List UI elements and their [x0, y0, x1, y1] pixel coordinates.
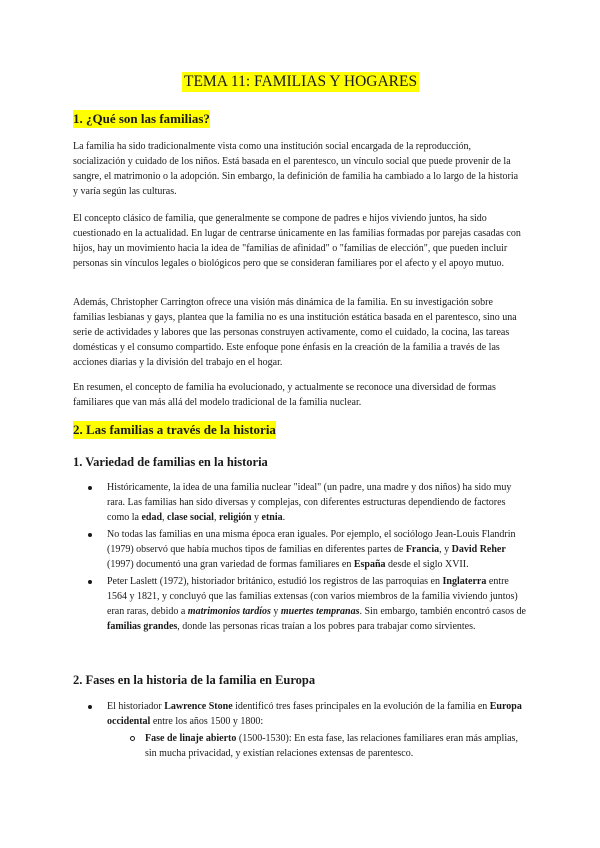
paragraph-1: La familia ha sido tradicionalmente vista como una institución social encargada de la reproducción, socialización y cuidado de los niños. Está basada en el parentesco, un vínculo social que puede provenir de la sangre, el matrimonio o la adopción. Sin embargo, la definición de familia ha cambiado a lo largo de la historia y varía según las culturas.	[73, 141, 519, 197]
subsection-heading-2: 2. Fases en la historia de la familia en Europa	[73, 673, 316, 687]
circle-bullet-icon	[130, 736, 135, 741]
europe-phases-list	[73, 699, 528, 761]
paragraph-2: El concepto clásico de familia, que generalmente se compone de padres e hijos viviendo juntos, ha sido cuestionado en la actualidad. En lugar de centrarse únicamente en las familias formadas por parejas casadas con hijos, hay un movimiento hacia la idea de "familias de afinidad" o "familias de elección", que pueden incluir personas sin vínculos legales o biológicos pero que se consideran familiares por el afecto y el apoyo mutuo.	[73, 213, 521, 269]
bullet-icon	[88, 533, 92, 537]
list-item: No todas las familias en una misma época eran iguales. Por ejemplo, el sociólogo Jean-Louis Flandrin (1979) observó que había muchos tipos de familias en diferentes partes de Francia, y David Reher (1997) documentó una gran variedad de formas familiares en España desde el siglo XVII.	[73, 527, 528, 572]
list-item: Peter Laslett (1972), historiador británico, estudió los registros de las parroquias en Inglaterra entre 1564 y 1821, y concluyó que las familias extensas (con varios miembros de la familia viviendo juntos) eran raras, debido a matrimonios tardíos y muertes tempranas. Sin embargo, también encontró casos de familias grandes, donde las personas ricas traían a los pobres para trabajar como sirvientes.	[73, 574, 528, 634]
section-heading-2: 2. Las familias a través de la historia	[73, 422, 276, 437]
document-title: TEMA 11: FAMILIAS Y HOGARES	[184, 73, 418, 90]
bullet-icon	[88, 486, 92, 490]
bullet-icon	[88, 705, 92, 709]
sub-list-item: Fase de linaje abierto (1500-1530): En esta fase, las relaciones familiares eran más amplias, sin mucha privacidad, y existían relaciones extensas de parentesco.	[73, 731, 528, 761]
subsection-heading-1: 1. Variedad de familias en la historia	[73, 455, 268, 469]
paragraph-4: En resumen, el concepto de familia ha evolucionado, y actualmente se reconoce una diversidad de formas familiares que van más allá del modelo tradicional de la familia nuclear.	[73, 382, 496, 408]
history-variety-list	[73, 480, 528, 636]
list-item: Históricamente, la idea de una familia nuclear "ideal" (un padre, una madre y dos niños) ha sido muy rara. Las familias han sido diversas y complejas, con diferentes estructuras dependiendo de factores como la edad, clase social, religión y etnia.	[73, 480, 528, 525]
list-item: El historiador Lawrence Stone identificó tres fases principales en la evolución de la familia en Europa occidental entre los años 1500 y 1800:	[73, 699, 528, 729]
section-heading-1: 1. ¿Qué son las familias?	[73, 111, 210, 126]
bullet-icon	[88, 580, 92, 584]
paragraph-3: Además, Christopher Carrington ofrece una visión más dinámica de la familia. En su investigación sobre familias lesbianas y gays, plantea que la familia no es una institución estática basada en el parentesco, sino una serie de actividades y labores que las personas construyen activamente, como el cuidado, la cocina, las tareas domésticas y el consumo compartido. Este enfoque pone énfasis en la creación de la familia a través de las acciones diarias y la división del trabajo en el hogar.	[73, 297, 517, 368]
